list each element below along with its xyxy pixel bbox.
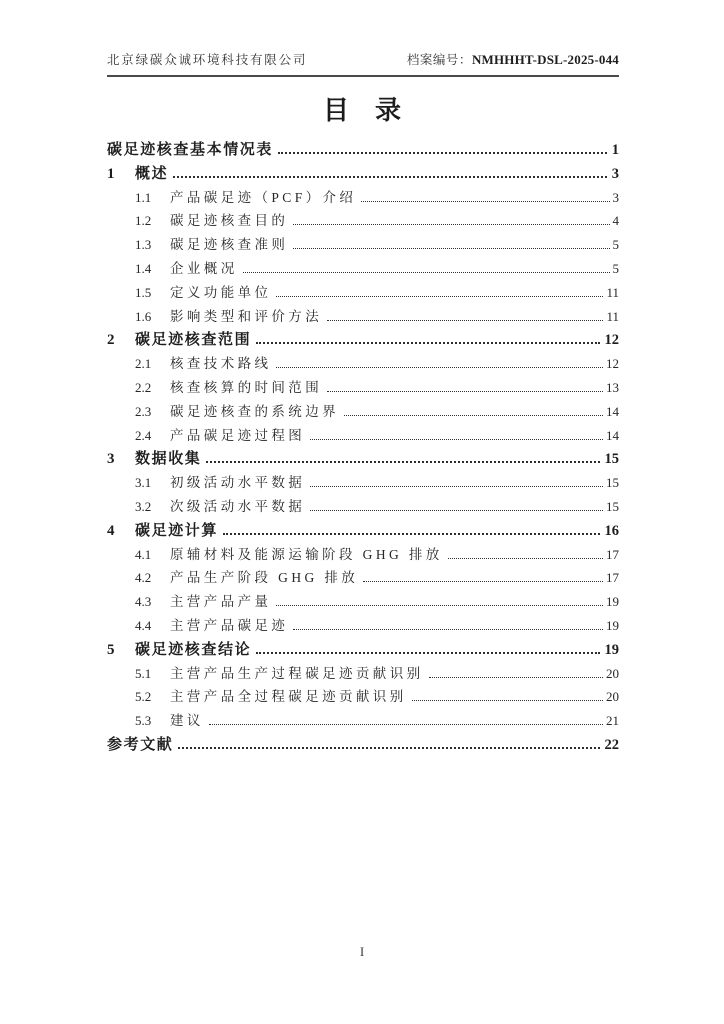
toc-leader-dots — [278, 152, 607, 154]
toc-entry-number: 5.2 — [135, 689, 152, 705]
toc-entry — [107, 443, 619, 467]
toc-entry — [107, 205, 619, 229]
toc-entry-title: 碳足迹核查基本情况表 — [107, 142, 274, 158]
toc-entry-page: 17 — [606, 546, 619, 562]
toc-entry-number: 2.4 — [135, 427, 152, 443]
toc-entry-page: 20 — [606, 689, 619, 705]
toc-entry-page: 21 — [606, 713, 619, 729]
toc-entry-title: 碳足迹核查目的 — [170, 213, 289, 229]
toc-entry — [107, 253, 619, 277]
toc-leader-dots — [429, 677, 604, 678]
toc-leader-dots — [412, 700, 603, 701]
toc-entry-number: 1 — [107, 165, 115, 182]
toc-entry — [107, 586, 619, 610]
toc-entry — [107, 467, 619, 491]
toc-entry-page: 17 — [606, 570, 619, 586]
toc-entry-number: 5.1 — [135, 665, 152, 681]
toc-entry-number: 1.6 — [135, 308, 152, 324]
toc-entry-title: 主营产品产量 — [170, 594, 272, 610]
toc-entry-number: 1.1 — [135, 189, 152, 205]
toc-entry-number: 4.2 — [135, 570, 152, 586]
toc-entry — [107, 348, 619, 372]
toc-entry-title: 建议 — [170, 713, 204, 729]
toc-entry — [107, 562, 619, 586]
toc-entry-page: 11 — [606, 308, 619, 324]
toc-entry — [107, 539, 619, 563]
toc-leader-dots — [310, 510, 603, 511]
toc-entry-title: 原辅材料及能源运输阶段 GHG 排放 — [170, 546, 443, 562]
toc-entry-title: 碳足迹核查范围 — [135, 332, 252, 349]
toc-leader-dots — [310, 439, 603, 440]
toc-entry-number: 2.3 — [135, 403, 152, 419]
footer-page-number: I — [359, 944, 365, 959]
toc-entry-page: 5 — [612, 237, 619, 253]
toc-entry-title: 主营产品全过程碳足迹贡献识别 — [170, 689, 407, 705]
toc-entry-number: 4.3 — [135, 594, 152, 610]
toc-entry-number: 5 — [107, 641, 115, 658]
toc-entry-title: 碳足迹计算 — [135, 522, 219, 539]
toc-entry-page: 12 — [606, 356, 619, 372]
toc-entry — [107, 229, 619, 253]
toc-page-title: 目 录 — [322, 96, 401, 125]
toc-entry-number: 4.1 — [135, 546, 152, 562]
toc-leader-dots — [448, 558, 603, 559]
toc-entry-number: 2 — [107, 332, 115, 349]
toc-leader-dots — [327, 320, 603, 321]
toc-entry — [107, 420, 619, 444]
page-header — [107, 50, 619, 77]
toc-entry-title: 碳足迹核查结论 — [135, 641, 252, 658]
toc-entry-title: 核查核算的时间范围 — [170, 379, 323, 395]
toc-leader-dots — [256, 342, 599, 344]
toc-entry-number: 2.2 — [135, 379, 152, 395]
toc-entry-number: 3.2 — [135, 498, 152, 514]
toc-entry-page: 3 — [612, 189, 619, 205]
toc-leader-dots — [361, 201, 609, 202]
toc-entry-number: 1.2 — [135, 213, 152, 229]
toc-entry-title: 产品碳足迹（PCF）介绍 — [170, 189, 357, 205]
toc-entry-title: 碳足迹核查准则 — [170, 237, 289, 253]
toc-entry — [107, 301, 619, 325]
toc-entry-title: 次级活动水平数据 — [170, 498, 306, 514]
toc-entry — [107, 515, 619, 539]
toc-entry-title: 概述 — [135, 165, 169, 182]
toc-entry-title: 产品碳足迹过程图 — [170, 427, 306, 443]
toc-entry-page: 5 — [612, 260, 619, 276]
toc-leader-dots — [206, 461, 599, 463]
toc-entry-number: 1.3 — [135, 237, 152, 253]
toc-entry-title: 定义功能单位 — [170, 284, 272, 300]
toc-entry-number: 2.1 — [135, 356, 152, 372]
toc-entry-page: 11 — [606, 284, 619, 300]
toc-entry-title: 数据收集 — [135, 451, 202, 468]
toc-entry-title: 主营产品生产过程碳足迹贡献识别 — [170, 665, 424, 681]
toc-entry — [107, 182, 619, 206]
toc-leader-dots — [310, 486, 603, 487]
toc-leader-dots — [178, 747, 599, 749]
header-company-name: 北京绿碳众诚环境科技有限公司 — [107, 53, 308, 67]
toc-entry-number: 1.5 — [135, 284, 152, 300]
toc-leader-dots — [223, 533, 599, 535]
header-doc-id — [407, 50, 619, 68]
toc-entry-page: 16 — [604, 522, 619, 539]
toc-entry — [107, 372, 619, 396]
toc-leader-dots — [293, 629, 603, 630]
toc-list — [107, 134, 619, 753]
toc-entry — [107, 491, 619, 515]
toc-entry — [107, 610, 619, 634]
toc-leader-dots — [327, 391, 603, 392]
toc-entry-page: 19 — [606, 617, 619, 633]
toc-entry-page: 14 — [606, 403, 619, 419]
toc-entry-page: 15 — [606, 475, 619, 491]
toc-entry-title: 企业概况 — [170, 260, 238, 276]
toc-entry-title: 初级活动水平数据 — [170, 475, 306, 491]
toc-entry — [107, 681, 619, 705]
toc-entry-page: 12 — [604, 332, 619, 349]
toc-entry — [107, 396, 619, 420]
toc-entry — [107, 134, 619, 158]
toc-entry-number: 3 — [107, 451, 115, 468]
toc-leader-dots — [256, 652, 599, 654]
toc-entry — [107, 158, 619, 182]
toc-entry-page: 3 — [611, 165, 619, 182]
toc-entry-title: 影响类型和评价方法 — [170, 308, 323, 324]
toc-leader-dots — [243, 272, 610, 273]
toc-entry-number: 4 — [107, 522, 115, 539]
toc-entry-page: 13 — [606, 379, 619, 395]
toc-entry-page: 19 — [604, 641, 619, 658]
toc-entry — [107, 634, 619, 658]
toc-entry-title: 核查技术路线 — [170, 356, 272, 372]
toc-entry-number: 1.4 — [135, 260, 152, 276]
toc-entry-page: 14 — [606, 427, 619, 443]
toc-entry-page: 19 — [606, 594, 619, 610]
toc-entry-page: 22 — [604, 736, 619, 753]
toc-leader-dots — [344, 415, 603, 416]
toc-entry-title: 碳足迹核查的系统边界 — [170, 403, 339, 419]
toc-entry — [107, 277, 619, 301]
toc-entry-page: 4 — [612, 213, 619, 229]
toc-entry — [107, 324, 619, 348]
toc-leader-dots — [293, 224, 609, 225]
header-doc-label: 档案编号： — [406, 53, 472, 67]
header-doc-number: NMHHHT-DSL-2025-044 — [471, 52, 619, 67]
toc-entry-number: 5.3 — [135, 713, 152, 729]
toc-leader-dots — [293, 248, 609, 249]
toc-entry-number: 3.1 — [135, 475, 152, 491]
toc-leader-dots — [276, 605, 603, 606]
toc-leader-dots — [173, 176, 607, 178]
toc-entry-page: 15 — [606, 498, 619, 514]
toc-leader-dots — [276, 367, 603, 368]
toc-entry — [107, 658, 619, 682]
toc-entry — [107, 729, 619, 753]
toc-leader-dots — [276, 296, 603, 297]
toc-entry-page: 20 — [606, 665, 619, 681]
toc-leader-dots — [209, 724, 603, 725]
toc-entry-page: 15 — [604, 451, 619, 468]
toc-entry-title: 参考文献 — [107, 736, 174, 753]
toc-entry-title: 主营产品碳足迹 — [170, 617, 289, 633]
toc-entry-title: 产品生产阶段 GHG 排放 — [170, 570, 359, 586]
toc-entry-number: 4.4 — [135, 617, 152, 633]
toc-leader-dots — [363, 581, 603, 582]
toc-entry-page: 1 — [611, 142, 619, 158]
toc-entry — [107, 705, 619, 729]
